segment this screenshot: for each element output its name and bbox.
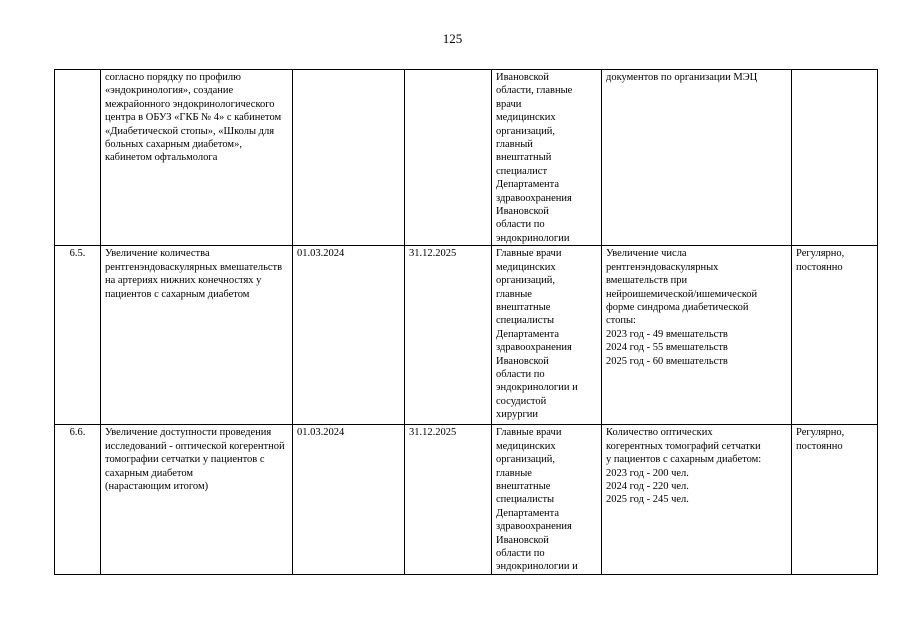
table-row (55, 70, 878, 246)
start-date-cell: 01.03.2024 (293, 246, 405, 425)
table-row (55, 425, 878, 575)
measure-cell: согласно порядку по профилю «эндокринология», создание межрайонного эндокринологического центра в ОБУЗ «ГКБ № 4» с кабинетом «Диабетической стопы», «Школы для больных сахарным диабетом», кабинетом офтальмолога (101, 70, 293, 246)
frequency-cell: Регулярно, постоянно (792, 425, 878, 575)
plan-table (54, 69, 878, 575)
end-date-cell: 31.12.2025 (405, 425, 492, 575)
table-row (55, 246, 878, 425)
frequency-cell (792, 70, 878, 246)
frequency-cell: Регулярно, постоянно (792, 246, 878, 425)
item-number: 6.5. (55, 246, 101, 425)
responsible-cell: Ивановской области, главные врачи медицинских организаций, главный внештатный специалист Департамента здравоохранения Ивановской области по эндокринологии (492, 70, 602, 246)
result-cell: документов по организации МЭЦ (602, 70, 792, 246)
result-cell: Увеличение числа рентгенэндоваскулярных вмешательств при нейроишемической/ишемической форме синдрома диабетической стопы: 2023 год - 49 вмешательств 2024 год - 55 вмешательств 2025 год - 60 вмешательств (602, 246, 792, 425)
start-date-cell (293, 70, 405, 246)
start-date-cell: 01.03.2024 (293, 425, 405, 575)
result-cell: Количество оптических когерентных томографий сетчатки у пациентов с сахарным диабетом: 2023 год - 200 чел. 2024 год - 220 чел. 2025 год - 245 чел. (602, 425, 792, 575)
page-number: 125 (442, 31, 463, 46)
responsible-cell: Главные врачи медицинских организаций, главные внештатные специалисты Департамента здравоохранения Ивановской области по эндокринологии и сосудистой хирургии (492, 246, 602, 425)
responsible-cell: Главные врачи медицинских организаций, главные внештатные специалисты Департамента здравоохранения Ивановской области по эндокринологии и (492, 425, 602, 575)
item-number: 6.6. (55, 425, 101, 575)
item-number (55, 70, 101, 246)
measure-cell: Увеличение доступности проведения исследований - оптической когерентной томографии сетчатки у пациентов с сахарным диабетом (нарастающим итогом) (101, 425, 293, 575)
end-date-cell: 31.12.2025 (405, 246, 492, 425)
end-date-cell (405, 70, 492, 246)
measure-cell: Увеличение количества рентгенэндоваскулярных вмешательств на артериях нижних конечностях у пациентов с сахарным диабетом (101, 246, 293, 425)
